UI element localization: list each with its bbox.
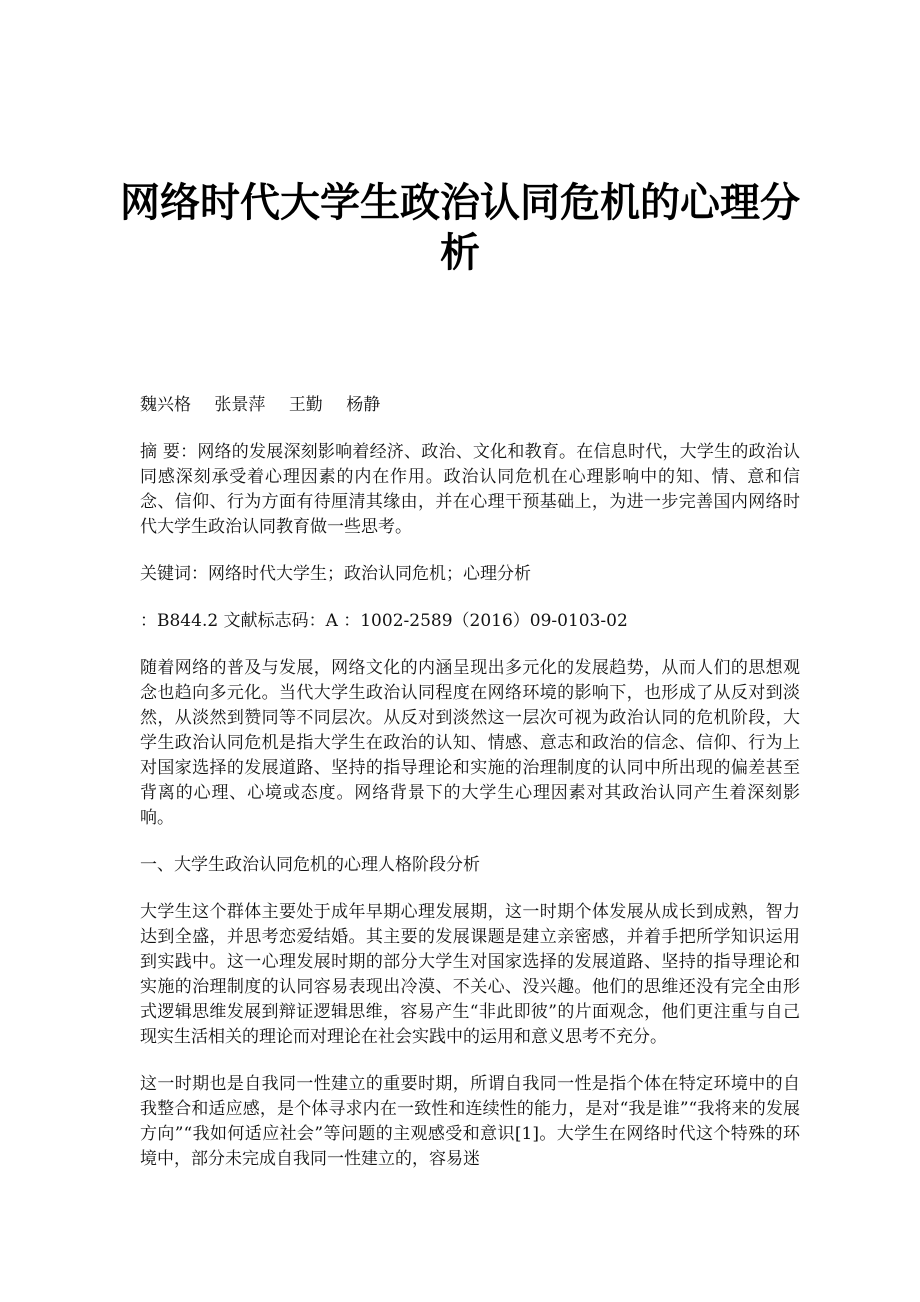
author-name: 魏兴格	[140, 395, 191, 415]
section-heading: 一、大学生政治认同危机的心理人格阶段分析	[140, 855, 480, 875]
author-name: 杨静	[346, 395, 381, 415]
keywords	[140, 562, 800, 587]
classification-line: ：B844.2 文献标志码：A ：1002-2589（2016）09-0103-02	[140, 611, 628, 631]
abstract	[140, 440, 800, 540]
author-list	[140, 393, 800, 418]
abstract-label: 摘 要：	[140, 442, 198, 462]
author-name: 张景萍	[214, 395, 266, 415]
keywords-label: 关键词：	[140, 564, 208, 584]
abstract-text: 网络的发展深刻影响着经济、政治、文化和教育。在信息时代，大学生的政治认同感深刻承受着心理因素的内在作用。政治认同危机在心理影响中的知、情、意和信念、信仰、行为方面有待厘清其缘由，并在心理干预基础上，为进一步完善国内网络时代大学生政治认同教育做一些思考。	[140, 442, 801, 537]
document-body	[140, 393, 800, 1194]
keywords-text: 网络时代大学生；政治认同危机；心理分析	[208, 564, 531, 584]
document-title: 网络时代大学生政治认同危机的心理分析	[120, 180, 800, 276]
body-paragraph: 随着网络的普及与发展，网络文化的内涵呈现出多元化的发展趋势，从而人们的思想观念也趋向多元化。当代大学生政治认同程度在网络环境的影响下，也形成了从反对到淡然，从淡然到赞同等不同层次。从反对到淡然这一层次可视为政治认同的危机阶段，大学生政治认同危机是指大学生在政治的认知、情感、意志和政治的信念、信仰、行为上对国家选择的发展道路、坚持的指导理论和实施的治理制度的认同中所出现的偏差甚至背离的心理、心境或态度。网络背景下的大学生心理因素对其政治认同产生着深刻影响。	[140, 658, 800, 828]
body-paragraph: 这一时期也是自我同一性建立的重要时期，所谓自我同一性是指个体在特定环境中的自我整合和适应感，是个体寻求内在一致性和连续性的能力，是对“我是谁”“我将来的发展方向”“我如何适应社会”等问题的主观感受和意识[1]。大学生在网络时代这个特殊的环境中，部分未完成自我同一性建立的，容易迷	[140, 1074, 800, 1169]
body-paragraph: 大学生这个群体主要处于成年早期心理发展期，这一时期个体发展从成长到成熟，智力达到全盛，并思考恋爱结婚。其主要的发展课题是建立亲密感，并着手把所学知识运用到实践中。这一心理发展时期的部分大学生对国家选择的发展道路、坚持的指导理论和实施的治理制度的认同容易表现出冷漠、不关心、没兴趣。他们的思维还没有完全由形式逻辑思维发展到辩证逻辑思维，容易产生“非此即彼”的片面观念，他们更注重与自己现实生活相关的理论而对理论在社会实践中的运用和意义思考不充分。	[140, 902, 800, 1047]
author-name: 王勤	[288, 395, 323, 415]
